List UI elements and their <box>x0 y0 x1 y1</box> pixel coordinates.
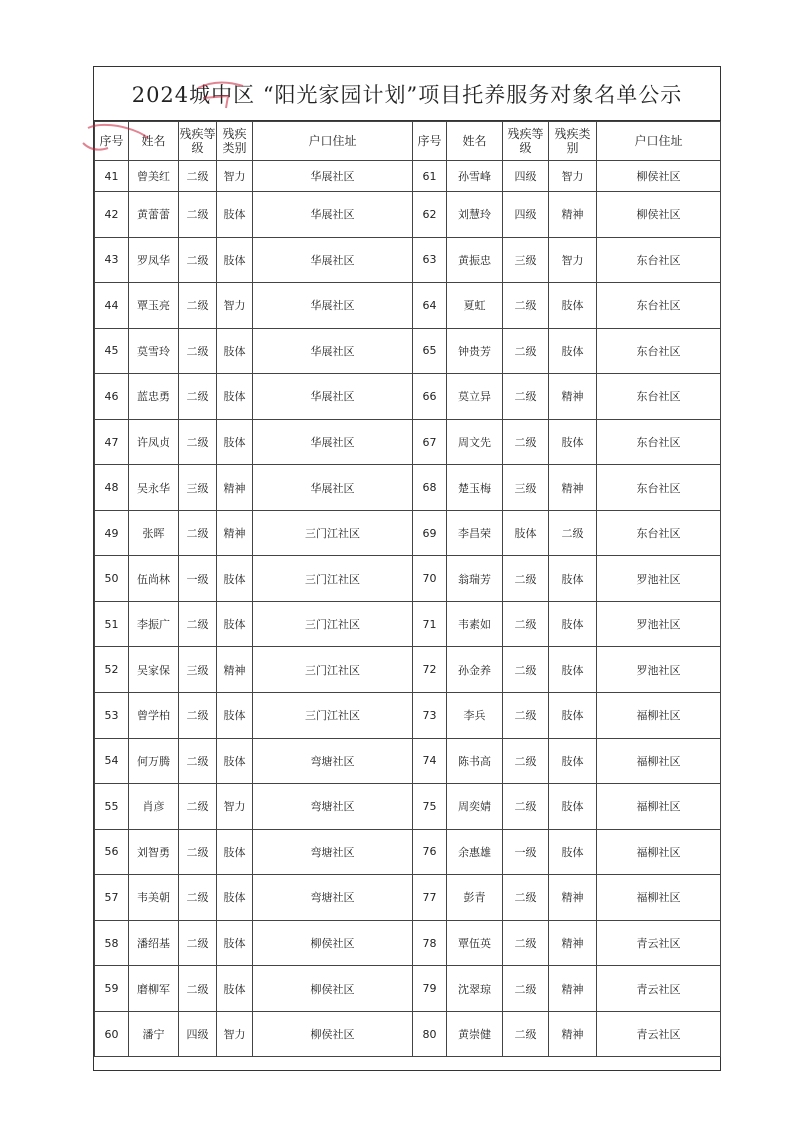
table-row <box>95 192 721 238</box>
cell-name: 莫立异 <box>447 374 503 420</box>
cell-seq: 45 <box>95 328 129 374</box>
cell-type: 智力 <box>217 1011 253 1057</box>
cell-level: 二级 <box>503 328 549 374</box>
table-row <box>95 875 721 921</box>
cell-address: 弯塘社区 <box>253 829 413 875</box>
cell-seq: 66 <box>413 374 447 420</box>
cell-seq: 50 <box>95 556 129 602</box>
cell-address: 柳侯社区 <box>253 966 413 1012</box>
header-address: 户口住址 <box>253 122 413 161</box>
cell-type: 肢体 <box>217 192 253 238</box>
cell-type: 智力 <box>217 784 253 830</box>
cell-level: 二级 <box>179 601 217 647</box>
cell-name: 曾美红 <box>129 161 179 192</box>
cell-level: 二级 <box>179 192 217 238</box>
cell-address: 华展社区 <box>253 374 413 420</box>
cell-name: 张晖 <box>129 510 179 556</box>
cell-type: 精神 <box>549 920 597 966</box>
cell-address: 福柳社区 <box>597 829 721 875</box>
cell-name: 周文先 <box>447 419 503 465</box>
cell-name: 李振广 <box>129 601 179 647</box>
cell-address: 罗池社区 <box>597 647 721 693</box>
cell-seq: 69 <box>413 510 447 556</box>
cell-name: 莫雪玲 <box>129 328 179 374</box>
cell-level: 二级 <box>179 920 217 966</box>
cell-level: 二级 <box>503 374 549 420</box>
cell-seq: 49 <box>95 510 129 556</box>
table-row <box>95 829 721 875</box>
table-row <box>95 556 721 602</box>
cell-name: 覃伍英 <box>447 920 503 966</box>
table-row <box>95 328 721 374</box>
header-name-2: 姓名 <box>447 122 503 161</box>
cell-type: 精神 <box>217 465 253 511</box>
cell-seq: 53 <box>95 693 129 739</box>
cell-address: 三门江社区 <box>253 556 413 602</box>
cell-name: 磨柳军 <box>129 966 179 1012</box>
cell-address: 福柳社区 <box>597 738 721 784</box>
cell-type: 肢体 <box>217 966 253 1012</box>
cell-type: 精神 <box>549 192 597 238</box>
cell-level: 二级 <box>179 829 217 875</box>
cell-seq: 71 <box>413 601 447 647</box>
cell-address: 柳侯社区 <box>253 1011 413 1057</box>
header-type-2: 残疾类别 <box>549 122 597 161</box>
cell-name: 韦素如 <box>447 601 503 647</box>
table-row <box>95 693 721 739</box>
cell-type: 肢体 <box>217 920 253 966</box>
cell-seq: 58 <box>95 920 129 966</box>
cell-name: 蓝忠勇 <box>129 374 179 420</box>
table-row <box>95 1011 721 1057</box>
cell-name: 黄崇健 <box>447 1011 503 1057</box>
cell-name: 李昌荣 <box>447 510 503 556</box>
cell-seq: 63 <box>413 237 447 283</box>
cell-seq: 59 <box>95 966 129 1012</box>
cell-name: 黄振忠 <box>447 237 503 283</box>
header-level-2: 残疾等级 <box>503 122 549 161</box>
cell-level: 二级 <box>503 601 549 647</box>
cell-level: 二级 <box>179 738 217 784</box>
cell-seq: 57 <box>95 875 129 921</box>
cell-type: 肢体 <box>217 419 253 465</box>
cell-name: 彭青 <box>447 875 503 921</box>
cell-type: 肢体 <box>549 419 597 465</box>
cell-level: 二级 <box>179 510 217 556</box>
cell-level: 二级 <box>503 419 549 465</box>
header-row <box>95 122 721 161</box>
cell-address: 东台社区 <box>597 374 721 420</box>
cell-name: 钟贵芳 <box>447 328 503 374</box>
cell-address: 东台社区 <box>597 419 721 465</box>
cell-seq: 41 <box>95 161 129 192</box>
cell-level: 二级 <box>503 875 549 921</box>
cell-type: 精神 <box>549 465 597 511</box>
cell-level: 二级 <box>503 647 549 693</box>
cell-type: 肢体 <box>217 374 253 420</box>
cell-level: 三级 <box>179 647 217 693</box>
cell-level: 二级 <box>179 966 217 1012</box>
cell-type: 精神 <box>217 647 253 693</box>
cell-name: 周奕婧 <box>447 784 503 830</box>
table-row <box>95 784 721 830</box>
cell-address: 柳侯社区 <box>253 920 413 966</box>
cell-seq: 51 <box>95 601 129 647</box>
table-row <box>95 283 721 329</box>
cell-seq: 75 <box>413 784 447 830</box>
cell-name: 夏虹 <box>447 283 503 329</box>
table-row <box>95 237 721 283</box>
cell-name: 覃玉亮 <box>129 283 179 329</box>
table-row <box>95 647 721 693</box>
cell-level: 二级 <box>179 237 217 283</box>
header-address-2: 户口住址 <box>597 122 721 161</box>
cell-type: 肢体 <box>549 647 597 693</box>
cell-address: 华展社区 <box>253 237 413 283</box>
cell-seq: 64 <box>413 283 447 329</box>
cell-type: 肢体 <box>549 784 597 830</box>
cell-name: 楚玉梅 <box>447 465 503 511</box>
cell-type: 肢体 <box>549 738 597 784</box>
cell-level: 三级 <box>503 465 549 511</box>
cell-level: 四级 <box>503 161 549 192</box>
cell-type: 精神 <box>549 1011 597 1057</box>
cell-level: 三级 <box>179 465 217 511</box>
cell-level: 二级 <box>179 328 217 374</box>
cell-address: 弯塘社区 <box>253 784 413 830</box>
cell-name: 刘智勇 <box>129 829 179 875</box>
cell-seq: 77 <box>413 875 447 921</box>
cell-type: 精神 <box>217 510 253 556</box>
cell-type: 肢体 <box>217 875 253 921</box>
cell-seq: 60 <box>95 1011 129 1057</box>
cell-address: 罗池社区 <box>597 556 721 602</box>
cell-level: 二级 <box>503 738 549 784</box>
cell-level: 二级 <box>503 966 549 1012</box>
cell-type: 肢体 <box>217 237 253 283</box>
cell-address: 华展社区 <box>253 283 413 329</box>
cell-type: 智力 <box>217 283 253 329</box>
cell-name: 吴永华 <box>129 465 179 511</box>
cell-level: 二级 <box>503 283 549 329</box>
cell-address: 华展社区 <box>253 161 413 192</box>
cell-type: 肢体 <box>217 601 253 647</box>
cell-address: 华展社区 <box>253 465 413 511</box>
cell-seq: 72 <box>413 647 447 693</box>
cell-level: 四级 <box>503 192 549 238</box>
cell-level: 二级 <box>179 283 217 329</box>
cell-level: 二级 <box>179 784 217 830</box>
table-row <box>95 465 721 511</box>
cell-type: 肢体 <box>217 556 253 602</box>
cell-address: 弯塘社区 <box>253 738 413 784</box>
cell-seq: 68 <box>413 465 447 511</box>
cell-name: 孙雪峰 <box>447 161 503 192</box>
cell-name: 曾学柏 <box>129 693 179 739</box>
cell-seq: 67 <box>413 419 447 465</box>
cell-address: 罗池社区 <box>597 601 721 647</box>
cell-name: 许凤贞 <box>129 419 179 465</box>
cell-address: 东台社区 <box>597 237 721 283</box>
roster-table <box>94 121 721 1057</box>
cell-address: 三门江社区 <box>253 693 413 739</box>
cell-level: 二级 <box>503 693 549 739</box>
header-name: 姓名 <box>129 122 179 161</box>
cell-address: 东台社区 <box>597 510 721 556</box>
cell-name: 翁瑞芳 <box>447 556 503 602</box>
cell-name: 潘绍基 <box>129 920 179 966</box>
cell-seq: 56 <box>95 829 129 875</box>
cell-address: 福柳社区 <box>597 693 721 739</box>
cell-address: 三门江社区 <box>253 601 413 647</box>
cell-type: 智力 <box>217 161 253 192</box>
cell-type: 肢体 <box>549 328 597 374</box>
cell-level: 二级 <box>503 556 549 602</box>
cell-level: 二级 <box>503 920 549 966</box>
cell-type: 肢体 <box>549 829 597 875</box>
cell-type: 肢体 <box>549 556 597 602</box>
cell-level: 二级 <box>179 419 217 465</box>
cell-seq: 78 <box>413 920 447 966</box>
cell-type: 肢体 <box>217 829 253 875</box>
cell-address: 柳侯社区 <box>597 161 721 192</box>
table-row <box>95 601 721 647</box>
document-sheet <box>93 66 721 1071</box>
table-row <box>95 920 721 966</box>
cell-address: 福柳社区 <box>597 875 721 921</box>
cell-address: 三门江社区 <box>253 647 413 693</box>
cell-seq: 42 <box>95 192 129 238</box>
cell-seq: 76 <box>413 829 447 875</box>
header-level: 残疾等级 <box>179 122 217 161</box>
cell-type: 肢体 <box>217 328 253 374</box>
cell-level: 肢体 <box>503 510 549 556</box>
cell-address: 青云社区 <box>597 1011 721 1057</box>
cell-seq: 65 <box>413 328 447 374</box>
cell-level: 三级 <box>503 237 549 283</box>
cell-name: 陈书高 <box>447 738 503 784</box>
cell-level: 一级 <box>503 829 549 875</box>
cell-address: 弯塘社区 <box>253 875 413 921</box>
table-row <box>95 161 721 192</box>
cell-seq: 62 <box>413 192 447 238</box>
cell-address: 华展社区 <box>253 328 413 374</box>
table-row <box>95 738 721 784</box>
cell-seq: 55 <box>95 784 129 830</box>
cell-name: 黄蕾蕾 <box>129 192 179 238</box>
cell-seq: 47 <box>95 419 129 465</box>
cell-type: 精神 <box>549 374 597 420</box>
cell-seq: 54 <box>95 738 129 784</box>
cell-name: 刘慧玲 <box>447 192 503 238</box>
cell-seq: 80 <box>413 1011 447 1057</box>
cell-seq: 48 <box>95 465 129 511</box>
cell-type: 智力 <box>549 237 597 283</box>
header-type: 残疾类别 <box>217 122 253 161</box>
cell-level: 二级 <box>503 1011 549 1057</box>
cell-type: 肢体 <box>549 693 597 739</box>
cell-address: 柳侯社区 <box>597 192 721 238</box>
cell-name: 罗凤华 <box>129 237 179 283</box>
cell-seq: 74 <box>413 738 447 784</box>
cell-type: 精神 <box>549 966 597 1012</box>
table-row <box>95 966 721 1012</box>
table-row <box>95 419 721 465</box>
cell-level: 一级 <box>179 556 217 602</box>
cell-seq: 52 <box>95 647 129 693</box>
cell-type: 精神 <box>549 875 597 921</box>
header-seq-2: 序号 <box>413 122 447 161</box>
cell-address: 青云社区 <box>597 966 721 1012</box>
cell-seq: 79 <box>413 966 447 1012</box>
cell-level: 四级 <box>179 1011 217 1057</box>
cell-level: 二级 <box>179 161 217 192</box>
cell-name: 何万腾 <box>129 738 179 784</box>
cell-name: 吴家保 <box>129 647 179 693</box>
cell-seq: 73 <box>413 693 447 739</box>
cell-level: 二级 <box>179 374 217 420</box>
table-row <box>95 374 721 420</box>
cell-address: 福柳社区 <box>597 784 721 830</box>
cell-seq: 44 <box>95 283 129 329</box>
page-title: 2024城中区 “阳光家园计划”项目托养服务对象名单公示 <box>94 67 720 121</box>
cell-type: 肢体 <box>217 693 253 739</box>
cell-type: 肢体 <box>217 738 253 784</box>
cell-name: 李兵 <box>447 693 503 739</box>
cell-level: 二级 <box>503 784 549 830</box>
cell-address: 东台社区 <box>597 283 721 329</box>
cell-seq: 43 <box>95 237 129 283</box>
cell-level: 二级 <box>179 875 217 921</box>
cell-name: 沈翠琼 <box>447 966 503 1012</box>
cell-type: 肢体 <box>549 601 597 647</box>
cell-seq: 61 <box>413 161 447 192</box>
cell-seq: 46 <box>95 374 129 420</box>
cell-type: 二级 <box>549 510 597 556</box>
cell-address: 华展社区 <box>253 192 413 238</box>
cell-type: 智力 <box>549 161 597 192</box>
cell-name: 伍尚林 <box>129 556 179 602</box>
cell-address: 东台社区 <box>597 328 721 374</box>
cell-name: 韦美朝 <box>129 875 179 921</box>
cell-address: 青云社区 <box>597 920 721 966</box>
cell-name: 余惠雄 <box>447 829 503 875</box>
cell-name: 孙金养 <box>447 647 503 693</box>
cell-name: 肖彦 <box>129 784 179 830</box>
cell-address: 三门江社区 <box>253 510 413 556</box>
cell-level: 二级 <box>179 693 217 739</box>
cell-address: 华展社区 <box>253 419 413 465</box>
cell-address: 东台社区 <box>597 465 721 511</box>
cell-name: 潘宁 <box>129 1011 179 1057</box>
header-seq: 序号 <box>95 122 129 161</box>
cell-type: 肢体 <box>549 283 597 329</box>
table-row <box>95 510 721 556</box>
cell-seq: 70 <box>413 556 447 602</box>
